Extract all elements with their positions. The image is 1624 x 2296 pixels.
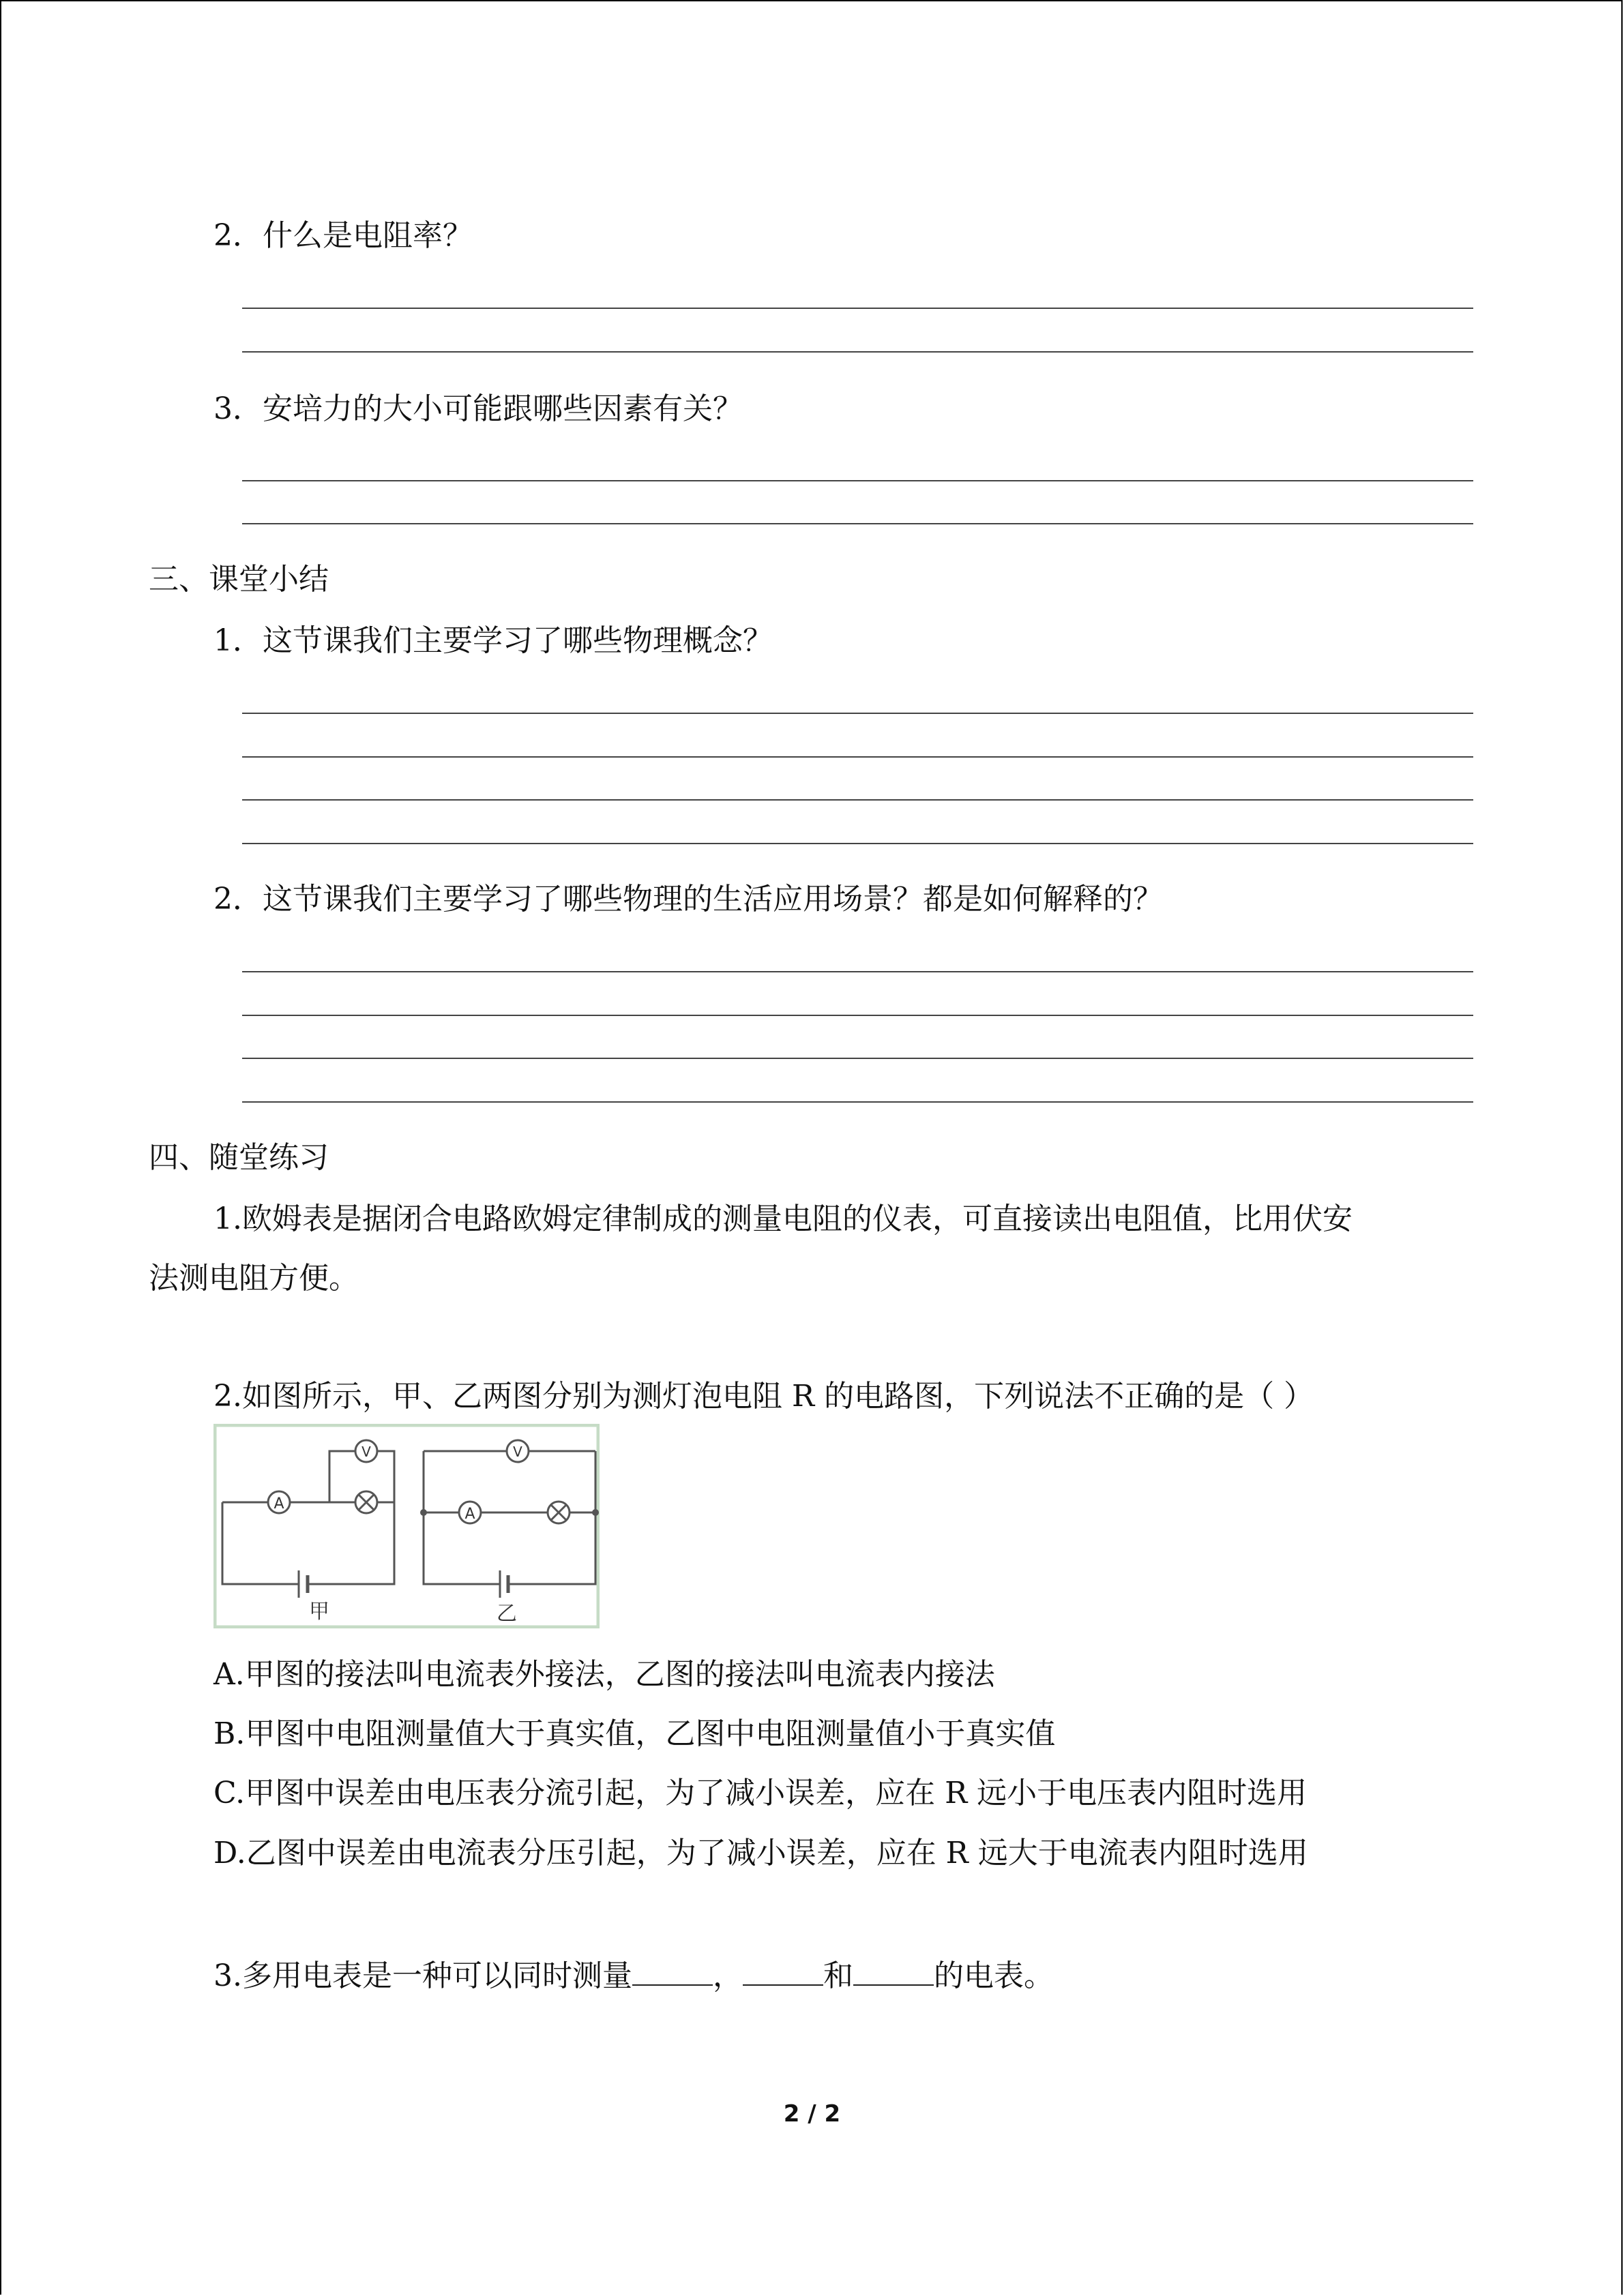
blank-1[interactable] [632,1954,713,1986]
answer-line [242,756,1473,758]
blank-2[interactable] [743,1954,823,1986]
voltmeter-left-label: V [361,1444,371,1460]
answer-line [242,351,1473,353]
ammeter-left-label: A [274,1495,284,1512]
section-three-heading: 三、课堂小结 [149,562,329,597]
option-a: A.甲图的接法叫电流表外接法，乙图的接法叫电流表内接法 [213,1657,995,1692]
answer-line [242,1015,1473,1016]
exercise-3-and: 和 [823,1958,853,1993]
option-c: C.甲图中误差由电压表分流引起，为了减小误差，应在 R 远小于电压表内阻时选用 [213,1776,1308,1810]
answer-line [242,1058,1473,1059]
exercise-1-line-2: 法测电阻方便。 [149,1261,359,1296]
answer-line [242,843,1473,844]
answer-line [242,971,1473,972]
option-b: B.甲图中电阻测量值大于真实值，乙图中电阻测量值小于真实值 [213,1716,1056,1751]
summary-question-1: 1．这节课我们主要学习了哪些物理概念？ [213,623,773,658]
answer-line [242,308,1473,309]
label-yi: 乙 [497,1602,517,1626]
ammeter-right-label: A [464,1506,475,1523]
answer-line [242,523,1473,524]
exercise-2-question: 2.如图所示，甲、乙两图分别为测灯泡电阻 R 的电路图，下列说法不正确的是（ ） [213,1379,1314,1414]
summary-question-2: 2．这节课我们主要学习了哪些物理的生活应用场景？都是如何解释的？ [213,882,1163,916]
question-3-ampere-force: 3．安培力的大小可能跟哪些因素有关？ [213,391,743,426]
section-four-heading: 四、随堂练习 [149,1140,329,1175]
answer-line [242,799,1473,801]
blank-3[interactable] [853,1954,934,1986]
circuit-diagram [213,1424,600,1628]
junction-dot [420,1509,427,1516]
voltmeter-right-label: V [513,1444,522,1460]
answer-line [242,1101,1473,1103]
answer-line [242,713,1473,714]
exercise-3-comma: ， [712,1958,743,1993]
answer-line [242,480,1473,481]
option-d: D.乙图中误差由电流表分压引起，为了减小误差，应在 R 远大于电流表内阻时选用 [213,1836,1308,1870]
exercise-1-line-1: 1.欧姆表是据闭合电路欧姆定律制成的测量电阻的仪表，可直接读出电阻值，比用伏安 [213,1202,1353,1236]
lamp-right-icon [548,1502,570,1523]
exercise-3-end: 的电表。 [933,1958,1054,1993]
exercise-3-question [213,1954,1054,1997]
page-number: 2 / 2 [783,2100,841,2128]
exercise-3-start: 3.多用电表是一种可以同时测量 [213,1958,632,1993]
junction-dot [592,1509,599,1516]
label-jia: 甲 [309,1600,329,1624]
question-2-resistivity: 2．什么是电阻率？ [213,218,473,253]
lamp-left-icon [355,1491,377,1513]
